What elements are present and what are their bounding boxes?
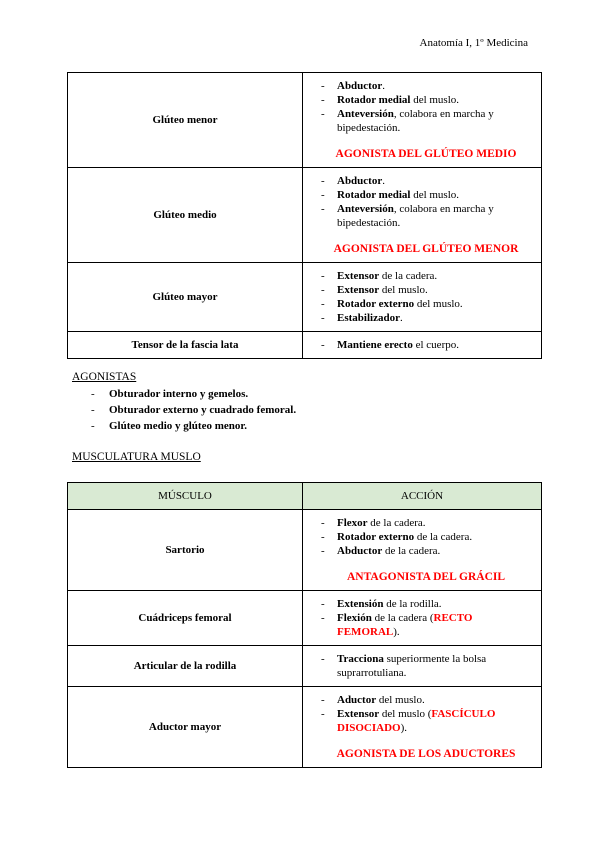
table-row — [68, 73, 542, 168]
action-item: - Flexión de la cadera (RECTO FEMORAL). — [319, 611, 533, 639]
musculatura-muslo-title: MUSCULATURA MUSLO — [72, 451, 201, 463]
agonist-note: AGONISTA DEL GLÚTEO MEDIO — [335, 148, 517, 160]
action-item: - Extensor del muslo. — [319, 283, 533, 297]
muscle-name: Glúteo menor — [68, 73, 303, 168]
action-item: - Extensión de la rodilla. — [319, 597, 533, 611]
action-item: - Abductor. — [319, 174, 533, 188]
action-cell — [303, 510, 542, 591]
table-header-row — [68, 483, 542, 510]
header-muscle: MÚSCULO — [68, 483, 303, 510]
action-item: - Anteversión, colabora en marcha y bipedestación. — [319, 107, 533, 135]
action-item: - Rotador medial del muslo. — [319, 93, 533, 107]
action-item: - Aductor del muslo. — [319, 693, 533, 707]
list-item: - Glúteo medio y glúteo menor. — [91, 418, 296, 434]
action-cell — [303, 646, 542, 687]
muscle-name: Tensor de la fascia lata — [68, 332, 303, 359]
muscle-name: Aductor mayor — [68, 687, 303, 768]
agonist-note: ANTAGONISTA DEL GRÁCIL — [346, 571, 506, 583]
action-item: - Mantiene erecto el cuerpo. — [319, 338, 533, 352]
action-item: - Flexor de la cadera. — [319, 516, 533, 530]
agonistas-list — [91, 386, 296, 434]
table-row — [68, 646, 542, 687]
header-action: ACCIÓN — [303, 483, 542, 510]
agonist-note: AGONISTA DEL GLÚTEO MENOR — [333, 243, 519, 255]
gluteal-table — [67, 72, 542, 359]
action-item: - Anteversión, colabora en marcha y bipedestación. — [319, 202, 533, 230]
action-item: - Extensor del muslo (FASCÍCULO DISOCIADO). — [319, 707, 533, 735]
muscle-name: Glúteo mayor — [68, 263, 303, 332]
action-cell — [303, 73, 542, 168]
table-row — [68, 591, 542, 646]
action-cell — [303, 168, 542, 263]
action-cell — [303, 687, 542, 768]
muscle-name: Sartorio — [68, 510, 303, 591]
table-row — [68, 687, 542, 768]
action-cell — [303, 332, 542, 359]
agonistas-title: AGONISTAS — [72, 371, 137, 383]
muscle-name: Cuádriceps femoral — [68, 591, 303, 646]
action-item: - Rotador externo del muslo. — [319, 297, 533, 311]
action-item: - Abductor de la cadera. — [319, 544, 533, 558]
table-row — [68, 263, 542, 332]
action-item: - Extensor de la cadera. — [319, 269, 533, 283]
page-header: Anatomía I, 1º Medicina — [419, 37, 528, 49]
muscle-name: Articular de la rodilla — [68, 646, 303, 687]
thigh-table — [67, 482, 542, 768]
action-cell — [303, 591, 542, 646]
agonist-note: AGONISTA DE LOS ADUCTORES — [336, 748, 516, 760]
list-item: - Obturador externo y cuadrado femoral. — [91, 402, 296, 418]
action-item: - Rotador medial del muslo. — [319, 188, 533, 202]
list-item: - Obturador interno y gemelos. — [91, 386, 296, 402]
action-item: - Abductor. — [319, 79, 533, 93]
action-cell — [303, 263, 542, 332]
table-row — [68, 510, 542, 591]
table-row — [68, 168, 542, 263]
action-item: - Rotador externo de la cadera. — [319, 530, 533, 544]
action-item: - Tracciona superiormente la bolsa suprarrotuliana. — [319, 652, 533, 680]
action-item: - Estabilizador. — [319, 311, 533, 325]
table-row — [68, 332, 542, 359]
muscle-name: Glúteo medio — [68, 168, 303, 263]
